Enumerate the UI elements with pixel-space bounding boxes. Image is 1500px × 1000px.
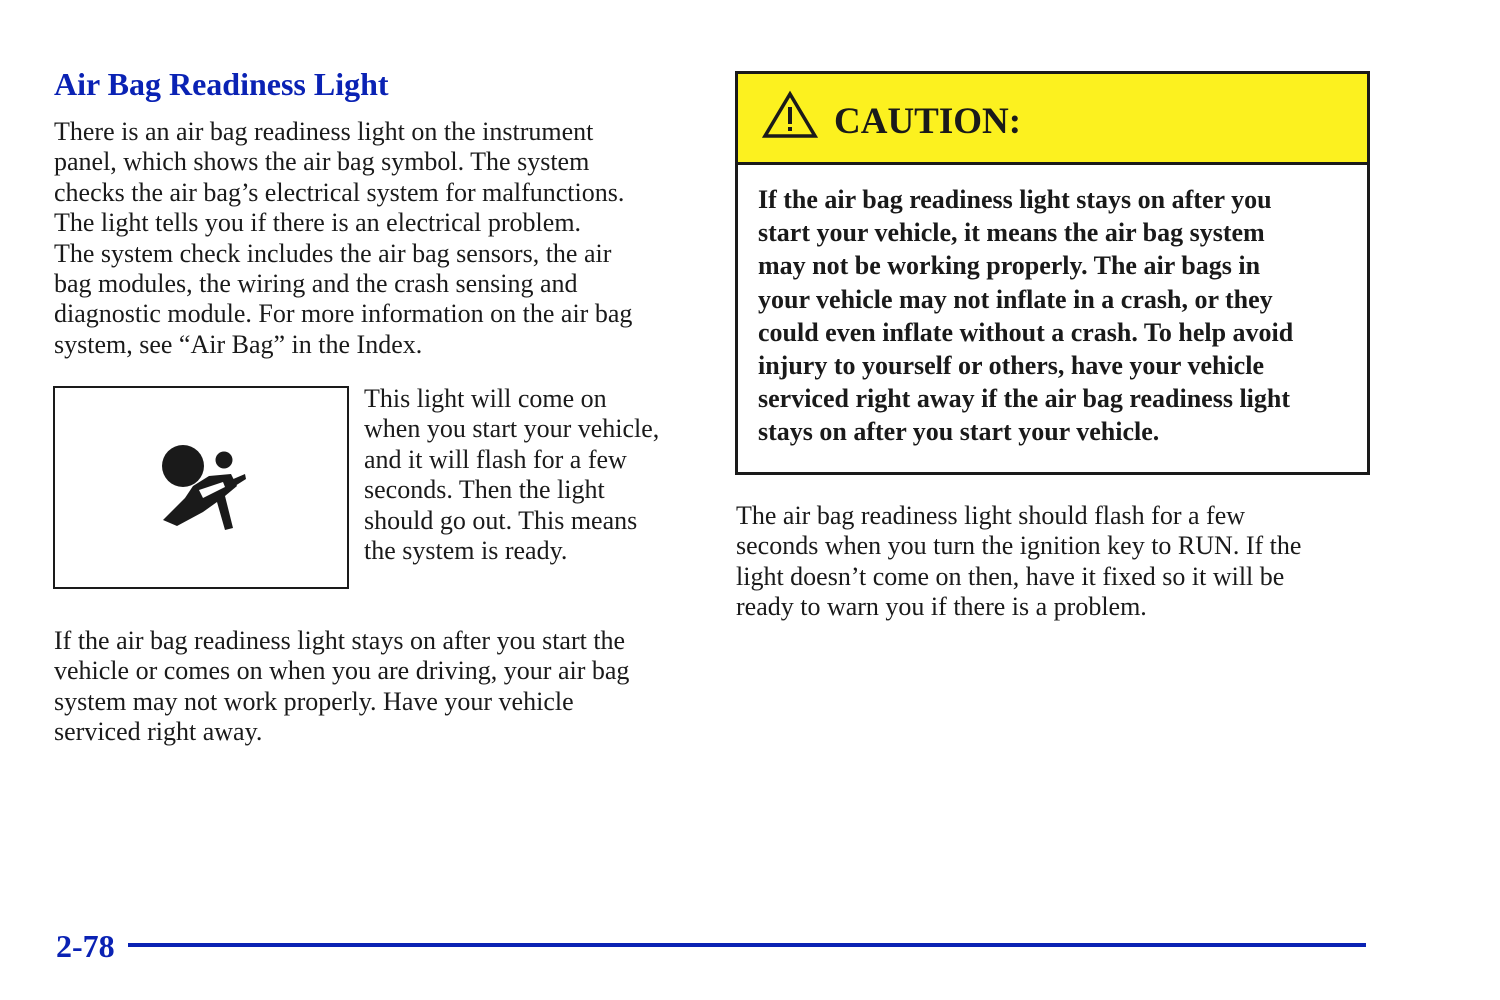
intro-line: checks the air bag’s electrical system for malfunctions. (54, 177, 625, 207)
caution-line: start your vehicle, it means the air bag system (758, 218, 1265, 248)
side-line: This light will come on (364, 384, 607, 413)
caution-line: your vehicle may not inflate in a crash, or they (758, 284, 1273, 314)
right-line: light doesn’t come on then, have it fixed so it will be (736, 561, 1285, 591)
caution-line: stays on after you start your vehicle. (758, 417, 1160, 447)
caution-line: injury to yourself or others, have your vehicle (758, 351, 1264, 381)
caution-box (735, 71, 1370, 475)
right-line: The air bag readiness light should flash for a few (736, 501, 1246, 530)
intro-line: There is an air bag readiness light on the instrument (54, 117, 594, 146)
side-line: and it will flash for a few (364, 444, 627, 474)
air-bag-symbol-box (53, 386, 349, 589)
bottom-line: serviced right away. (54, 717, 263, 747)
bottom-line: vehicle or comes on when you are driving, your air bag (54, 656, 630, 686)
bottom-line: If the air bag readiness light stays on after you start the (54, 626, 626, 655)
side-line: should go out. This means (364, 505, 638, 535)
warning-triangle-icon (762, 90, 818, 140)
intro-line: diagnostic module. For more information on the air bag (54, 299, 633, 329)
caution-header (738, 74, 1367, 165)
caution-line: may not be working properly. The air bags in (758, 251, 1261, 281)
intro-line: system, see “Air Bag” in the Index. (54, 329, 423, 359)
footer-rule (128, 943, 1366, 947)
intro-line: The light tells you if there is an electrical problem. (54, 208, 582, 238)
intro-paragraph (54, 117, 694, 360)
intro-line: panel, which shows the air bag symbol. The system (54, 147, 590, 177)
caution-line: could even inflate without a crash. To help avoid (758, 317, 1294, 347)
side-line: the system is ready. (364, 536, 568, 566)
intro-line: bag modules, the wiring and the crash sensing and (54, 269, 578, 299)
side-line: when you start your vehicle, (364, 414, 660, 444)
right-paragraph (736, 501, 1376, 623)
bottom-line: system may not work properly. Have your vehicle (54, 686, 574, 716)
caution-line: If the air bag readiness light stays on after you (758, 185, 1272, 214)
side-line: seconds. Then the light (364, 475, 605, 505)
caution-title: CAUTION: (834, 101, 1022, 142)
air-bag-symbol-icon (159, 442, 255, 538)
caution-line: serviced right away if the air bag readiness light (758, 384, 1291, 414)
right-line: ready to warn you if there is a problem. (736, 592, 1147, 622)
caution-text (758, 183, 1358, 449)
right-line: seconds when you turn the ignition key to RUN. If the (736, 531, 1302, 561)
page-number: 2-78 (56, 928, 115, 964)
bottom-paragraph (54, 626, 694, 748)
section-title: Air Bag Readiness Light (54, 66, 389, 102)
side-paragraph (364, 384, 694, 566)
intro-line: The system check includes the air bag sensors, the air (54, 238, 612, 268)
